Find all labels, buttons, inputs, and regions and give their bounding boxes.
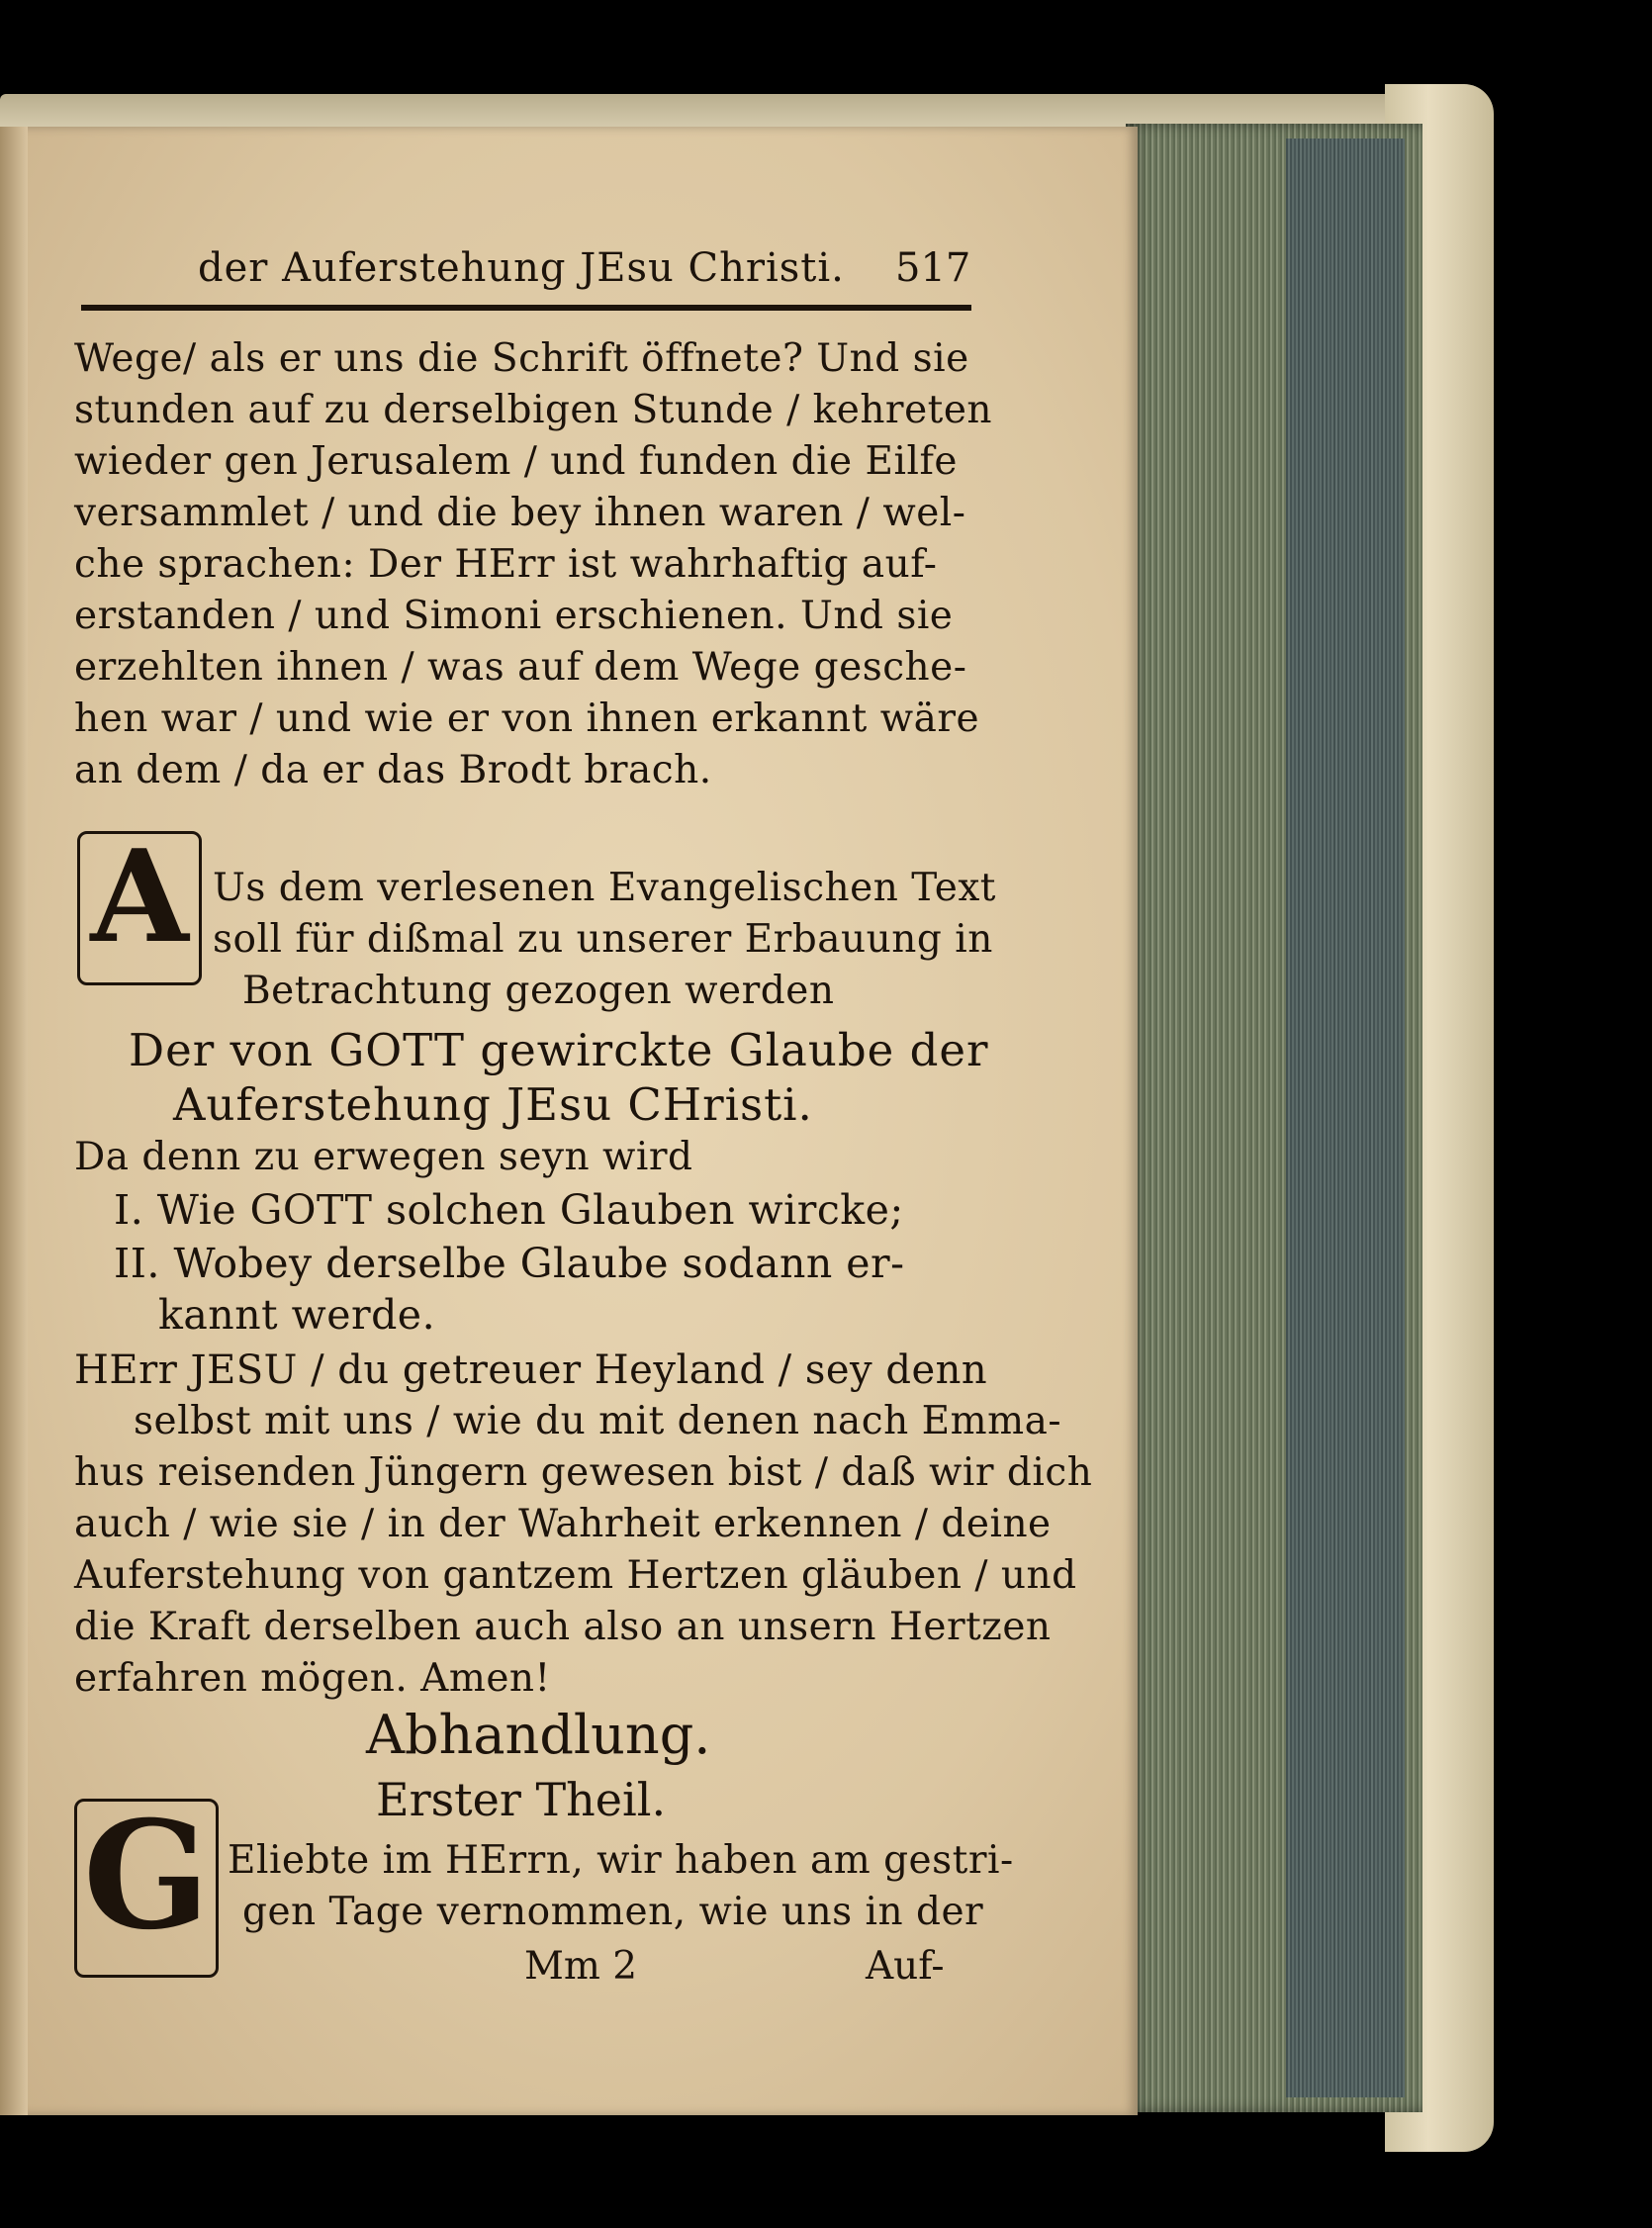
decorated-initial-g: G	[74, 1799, 219, 1978]
catchword: Auf-	[866, 1944, 945, 1989]
part-two: II. Wobey derselbe Glaube sodann er-	[114, 1240, 905, 1287]
text-line: Betrachtung gezogen werden	[242, 969, 835, 1013]
text-line: soll für dißmal zu unserer Erbauung in	[213, 917, 993, 962]
text-line: Eliebte im HErrn, wir haben am gestri-	[228, 1838, 1014, 1883]
text-line: wieder gen Jerusalem / und funden die Eilfe	[74, 439, 958, 484]
page-number: 517	[895, 245, 971, 291]
prayer-line: hus reisenden Jüngern gewesen bist / daß wir dich	[74, 1450, 1093, 1495]
text-line: stunden auf zu derselbigen Stunde / kehreten	[74, 388, 993, 432]
text-line: Wege/ als er uns die Schrift öffnete? Und sie	[74, 336, 969, 381]
part-one: I. Wie GOTT solchen Glauben wircke;	[114, 1186, 904, 1234]
signature-mark: Mm 2	[524, 1944, 638, 1989]
page-block-edge-shadow	[1286, 139, 1405, 2097]
theme-line: Der von GOTT gewirckte Glaube der	[129, 1024, 989, 1076]
text-line: an dem / da er das Brodt brach.	[74, 748, 712, 792]
section-heading: Abhandlung.	[366, 1704, 711, 1766]
part-two-continued: kannt werde.	[158, 1291, 436, 1339]
prayer-line: erfahren mögen. Amen!	[74, 1656, 551, 1701]
prayer-line: HErr JESU / du getreuer Heyland / sey denn	[74, 1347, 988, 1393]
text-line: versammlet / und die bey ihnen waren / wel-	[74, 491, 966, 535]
text-line: erzehlten ihnen / was auf dem Wege gesche-	[74, 645, 967, 690]
prayer-line: selbst mit uns / wie du mit denen nach Emma-	[134, 1399, 1062, 1443]
prayer-line: die Kraft derselben auch also an unsern Hertzen	[74, 1605, 1052, 1649]
decorated-initial-a: A	[77, 831, 202, 985]
page-gutter	[0, 127, 28, 2115]
text-line: Us dem verlesenen Evangelischen Text	[213, 866, 996, 910]
header-rule	[81, 305, 971, 311]
section-subheading: Erster Theil.	[376, 1773, 667, 1826]
text-line: che sprachen: Der HErr ist wahrhaftig auf-	[74, 542, 938, 587]
prayer-line: Auferstehung von gantzem Hertzen gläuben / und	[74, 1553, 1077, 1598]
text-line: erstanden / und Simoni erschienen. Und sie	[74, 594, 954, 638]
theme-line: Auferstehung JEsu CHristi.	[173, 1078, 813, 1131]
running-head: der Auferstehung JEsu Christi.	[198, 245, 845, 291]
prayer-line: auch / wie sie / in der Wahrheit erkennen / deine	[74, 1502, 1052, 1546]
text-line: hen war / und wie er von ihnen erkannt wäre	[74, 696, 980, 741]
division-intro: Da denn zu erwegen seyn wird	[74, 1135, 693, 1179]
text-line: gen Tage vernommen, wie uns in der	[242, 1890, 984, 1934]
